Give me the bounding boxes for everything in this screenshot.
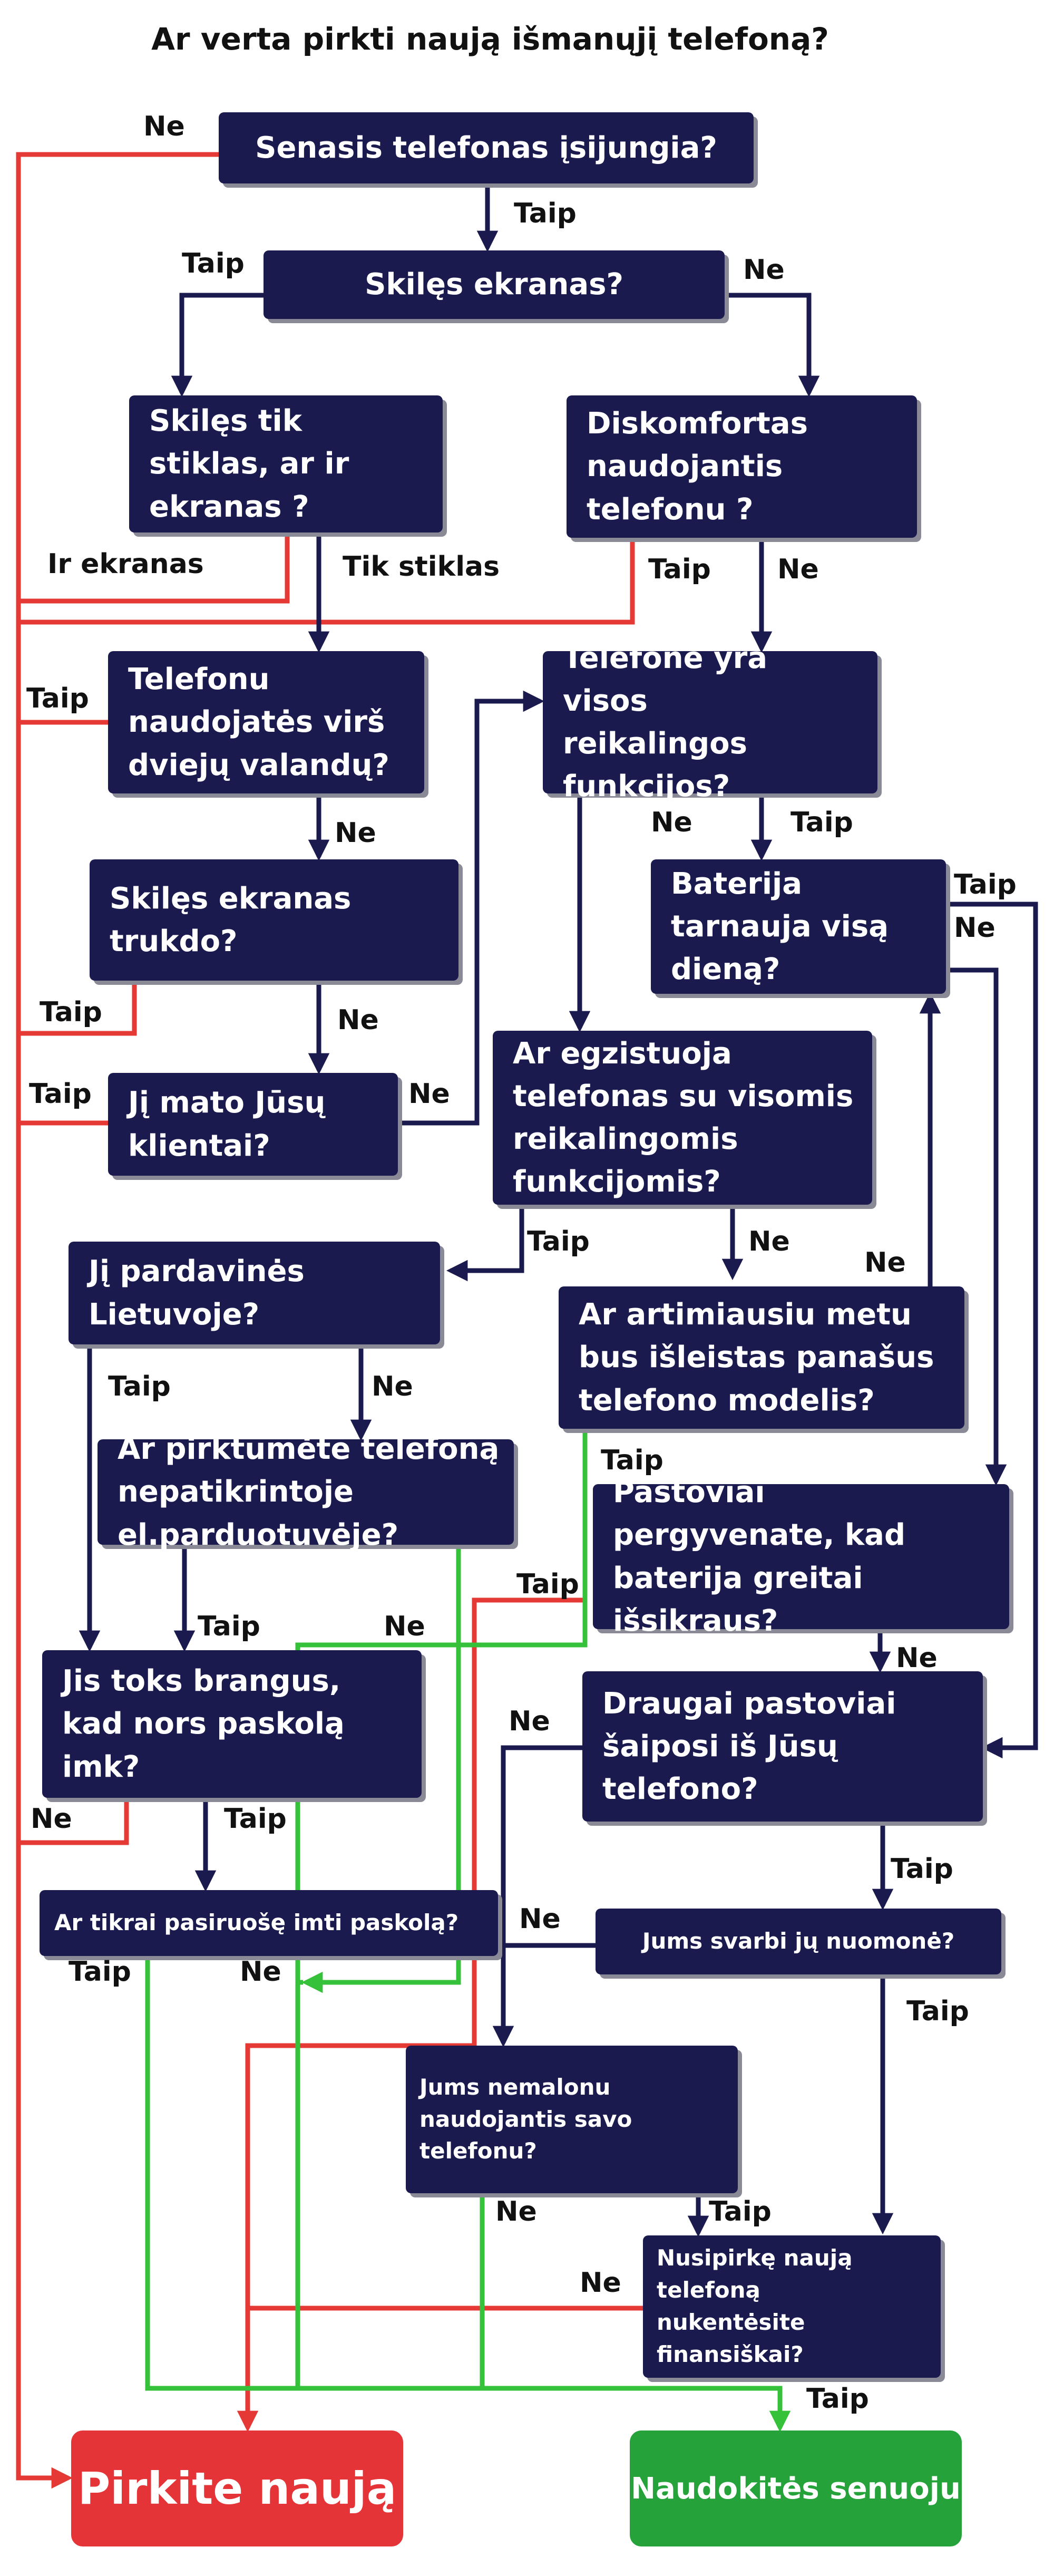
edge-label: Taip <box>516 1568 579 1600</box>
question-their-opinion: Jums svarbi jų nuomonė? <box>596 1909 1001 1974</box>
edge-label: Taip <box>108 1371 171 1402</box>
edge-label: Ne <box>777 554 819 585</box>
edge-label: Ne <box>896 1642 938 1674</box>
question-unverified-eshop: Ar pirktumėte telefoną nepatikrintoje el.parduotuvėje? <box>97 1439 514 1545</box>
question-so-expensive: Jis toks brangus, kad nors paskolą imk? <box>42 1650 422 1798</box>
question-sold-in-lithuania: Jį pardavinės Lietuvoje? <box>69 1242 440 1344</box>
edge-q2-no <box>725 295 809 393</box>
question-unpleasant-use: Jums nemalonu naudojantis savo telefonu? <box>406 2046 738 2193</box>
question-financial-harm: Nusipirkę naują telefoną nukentėsite finansiškai? <box>643 2235 941 2378</box>
question-friends-mock: Draugai pastoviai šaiposi iš Jūsų telefono? <box>582 1671 983 1822</box>
edge-label: Tik stiklas <box>343 551 500 583</box>
edge-label: Taip <box>806 2383 869 2415</box>
question-screen-bothers: Skilęs ekranas trukdo? <box>90 859 458 981</box>
edge-label: Taip <box>891 1853 953 1885</box>
edge-label: Ne <box>372 1371 413 1402</box>
edge-label: Taip <box>29 1078 92 1110</box>
edge-label: Ne <box>335 817 376 849</box>
edge-label: Taip <box>69 1956 131 1988</box>
edge-label: Ne <box>240 1956 281 1988</box>
edge-label: Ne <box>864 1247 906 1279</box>
question-glass-or-screen: Skilęs tik stiklas, ar ir ekranas ? <box>129 395 443 532</box>
edge-label: Ne <box>519 1903 561 1935</box>
question-clients-see: Jį mato Jūsų klientai? <box>108 1073 398 1176</box>
question-cracked-screen: Skilęs ekranas? <box>264 250 725 319</box>
edge-label: Taip <box>648 554 711 585</box>
edge-label: Ne <box>143 111 185 142</box>
edge-label: Taip <box>198 1611 260 1642</box>
outcome-buy-new: Pirkite naują <box>71 2430 403 2546</box>
edge-label: Taip <box>40 996 102 1028</box>
edge-label-q19-no: Ne <box>495 2196 537 2228</box>
edge-label: Taip <box>790 807 853 838</box>
edge-label: Ne <box>509 1706 550 1737</box>
edge-label: Taip <box>527 1226 590 1257</box>
page-title: Ar verta pirkti naują išmanųjį telefoną? <box>151 21 829 57</box>
edge-label: Ne <box>651 807 692 838</box>
question-usage-over-two-hours: Telefonu naudojatės virš dviejų valandų? <box>108 651 424 793</box>
edge-label: Ne <box>743 254 785 286</box>
edge-label: Ne <box>954 912 996 944</box>
question-ready-for-loan: Ar tikrai pasiruošę imti paskolą? <box>40 1890 498 1956</box>
edge-q2-yes <box>182 295 264 393</box>
edge-label: Taip <box>26 683 89 714</box>
edge-label: Taip <box>514 198 577 229</box>
edge-label: Taip <box>954 869 1017 900</box>
edge-label: Ne <box>384 1611 425 1642</box>
edge-label: Taip <box>224 1803 287 1835</box>
edge-label: Ne <box>31 1803 72 1835</box>
question-battery-worry: Pastoviai pergyvenate, kad baterija greitai išsikraus? <box>593 1484 1009 1629</box>
question-similar-model: Ar artimiausiu metu bus išleistas panašus telefono modelis? <box>559 1286 964 1429</box>
edge-label: Taip <box>906 1996 969 2027</box>
edge-label: Taip <box>709 2196 772 2228</box>
question-all-functions: Telefone yra visos reikalingos funkcijos? <box>543 651 877 793</box>
edge-q16-no <box>503 1748 582 2043</box>
edge-label: Taip <box>182 248 245 279</box>
question-battery-lasts: Baterija tarnauja visą dieną? <box>651 859 946 994</box>
question-discomfort: Diskomfortas naudojantis telefonu ? <box>567 395 917 538</box>
edge-q10-yes <box>451 1205 522 1271</box>
outcome-keep-old: Naudokitės senuoju <box>630 2430 962 2546</box>
question-phone-turns-on: Senasis telefonas įsijungia? <box>219 112 754 183</box>
edge-label: Ne <box>408 1078 450 1110</box>
edge-label: Ne <box>748 1226 790 1257</box>
question-phone-exists: Ar egzistuoja telefonas su visomis reikalingomis funkcijomis? <box>493 1031 872 1205</box>
edge-label: Ne <box>337 1004 379 1036</box>
edge-label: Ir ekranas <box>47 548 204 580</box>
edge-label-q20-no: Ne <box>580 2267 621 2299</box>
edge-label: Taip <box>601 1445 663 1476</box>
